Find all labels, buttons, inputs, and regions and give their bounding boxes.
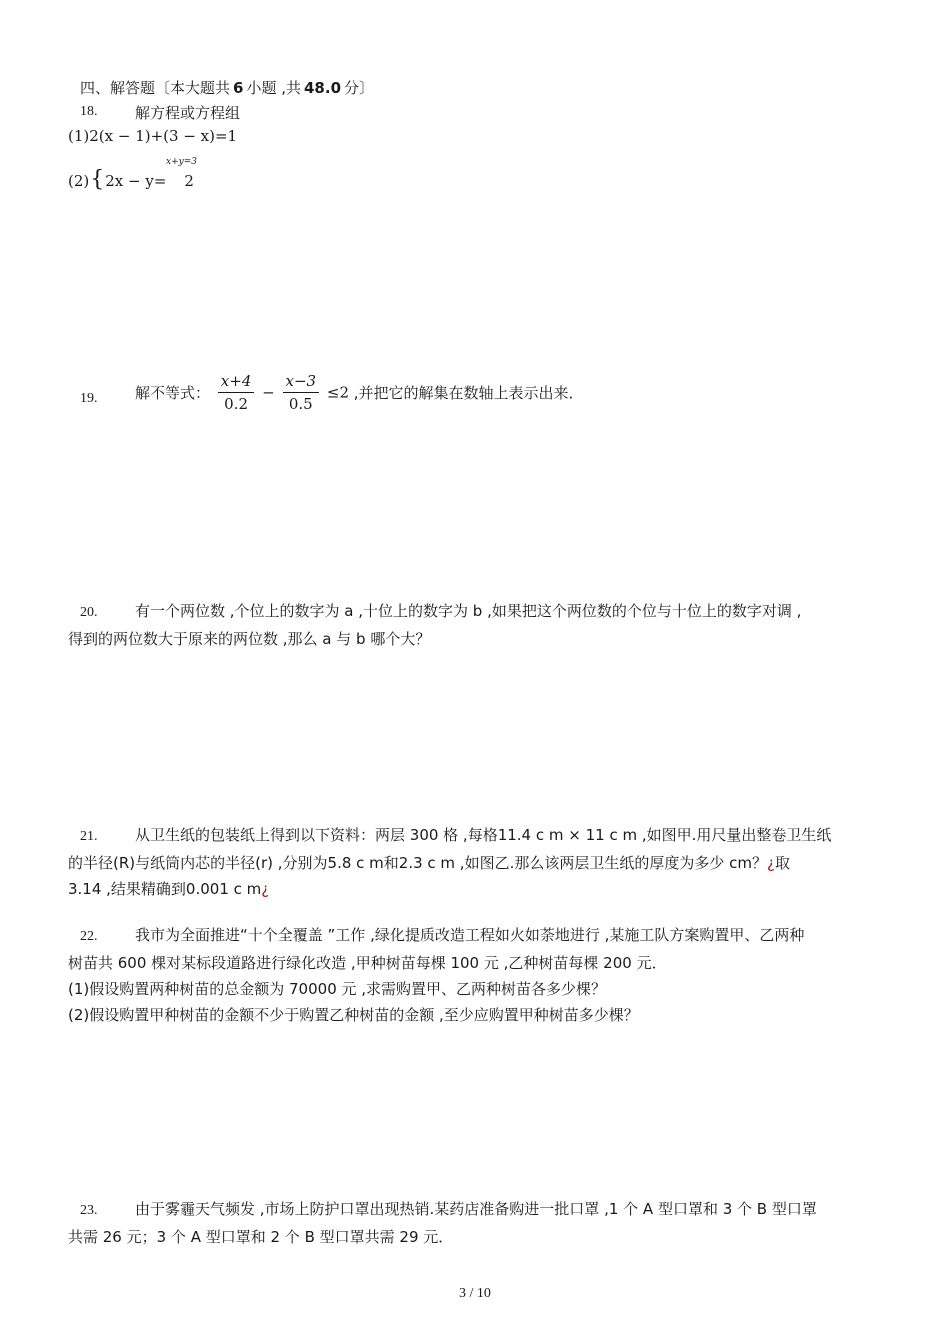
q22-text-4: (2)假设购置甲种树苗的金额不少于购置乙种树苗的金额 ,至少应购置甲种树苗多少棵？ [68,1006,639,1024]
q19-suffix: ,并把它的解集在数轴上表示出来． [349,384,584,402]
q21-line-2 [68,850,890,876]
q18-part1: (1)2(x − 1)+(3 − x)=1 [68,127,238,145]
q19-minus: − [262,383,275,402]
q20-text-1: 有一个两位数 ,个位上的数字为 a ,十位上的数字为 b ,如果把这个两位数的个位与十位上的数字对调 , [135,602,802,620]
q22-line-1 [68,922,890,950]
brace-glyph: { [90,167,105,192]
q21-line-1 [68,822,890,850]
q21-text-2-end: 取 [774,854,790,872]
section-header [80,77,374,98]
q23-number: 23. [80,1203,98,1218]
q21-block [68,822,890,902]
q22-text-1: 我市为全面推进“十个全覆盖 ”工作 ,绿化提质改造工程如火如荼地进行 ,某施工队方案购置甲、乙两种 [135,926,805,944]
section-mid: 小题 ,共 [246,79,301,97]
q23-text-1: 由于雾霾天气频发 ,市场上防护口罩出现热销.某药店准备购进一批口罩 ,1 个 A 型口罩和 3 个 B 型口罩 [135,1200,817,1218]
q19-fraction-2 [283,372,320,413]
section-score: 48.0 [304,79,342,97]
q21-text-3: 3.14 ,结果精确到0.001 c m [68,880,262,898]
q18-part2 [68,167,194,192]
section-prefix: 四、解答题〔本大题共 [80,79,231,97]
q19-frac2-denominator: 0.5 [288,395,313,413]
section-suffix: 分〕 [344,79,375,97]
q22-text-3: (1)假设购置两种树苗的总金额为 70000 元 ,求需购置甲、乙两种树苗各多少棵？ [68,980,607,998]
q21-text-1: 从卫生纸的包装纸上得到以下资料：两层 300 格 ,每格11.4 c m × 11 c m ,如图甲.用尺量出整卷卫生纸 [135,826,832,844]
q22-number: 22. [80,929,98,944]
q19-frac1-numerator: x+4 [218,372,255,393]
q19-number: 19. [80,391,98,406]
q18-part2-label: (2) [68,172,90,190]
q23-text-2: 共需 26 元；3 个 A 型口罩和 2 个 B 型口罩共需 29 元． [68,1228,454,1246]
q21-line-3 [68,876,890,902]
q19-frac1-denominator: 0.2 [224,395,249,413]
q18-title: 解方程或方程组 [135,104,241,122]
q18-part2-sup: x+y=3 [166,157,197,167]
q18-part2-rhs: 2 [184,172,194,190]
q19-body [135,372,584,413]
q20-line-1 [68,598,890,626]
q21-number: 21. [80,829,98,844]
q20-text-2: 得到的两位数大于原来的两位数 ,那么 a 与 b 哪个大？ [68,630,431,648]
q22-block [68,922,890,1028]
page-number: 3 / 10 [459,1286,491,1301]
q21-text-2: 的半径(R)与纸筒内芯的半径(r) ,分别为5.8 c m和2.3 c m ,如图乙.那么该两层卫生纸的厚度为多少 cm？ [68,854,767,872]
q20-number: 20. [80,605,98,620]
q19-prefix: 解不等式： [135,384,211,402]
q21-mark-1: ¿ [766,854,775,872]
q19-relation: ≤2 [326,383,349,402]
q20-block [68,598,890,652]
q18-part2-eq: 2x − y= [105,172,167,190]
q19-frac2-numerator: x−3 [283,372,320,393]
q23-line-1 [68,1196,890,1224]
q19-fraction-1 [218,372,255,413]
q18-number: 18. [80,104,98,119]
section-count: 6 [233,79,244,97]
q22-text-2: 树苗共 600 棵对某标段道路进行绿化改造 ,甲种树苗每棵 100 元 ,乙种树苗每棵 200 元． [68,954,667,972]
q21-mark-2: ¿ [261,880,270,898]
q23-block [68,1196,890,1250]
